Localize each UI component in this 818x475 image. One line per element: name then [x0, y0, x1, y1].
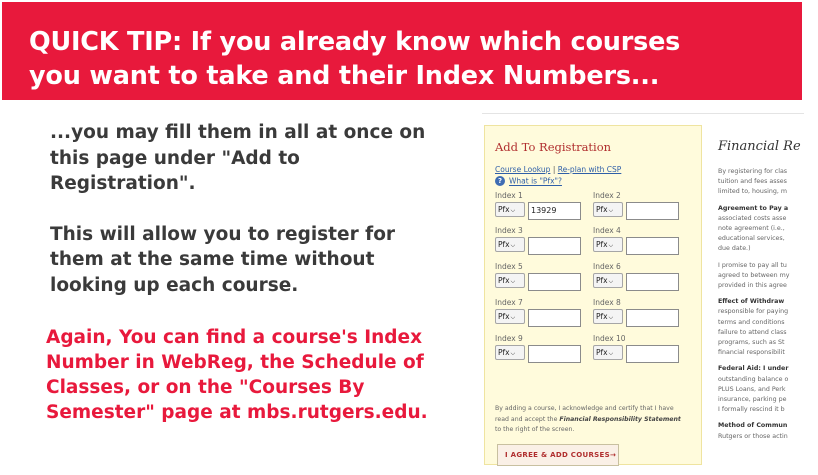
- tip-paragraph-3-line: Classes, or on the "Courses By: [46, 377, 365, 398]
- tip-paragraph-3-line: Again, You can find a course's Index: [46, 327, 423, 348]
- tip-text-column: [46, 120, 456, 425]
- tip-paragraph-1: [50, 120, 456, 197]
- financial-text-line: responsible for paying: [718, 308, 789, 316]
- pfx-select[interactable]: [593, 309, 623, 324]
- chevron-down-icon: ⌵: [510, 207, 516, 214]
- pfx-help-row: [495, 176, 562, 186]
- index-label: Index 1: [495, 191, 523, 200]
- tip-paragraph-1-line: this page under "Add to: [50, 147, 300, 169]
- tip-paragraph-1-line: Registration".: [50, 173, 196, 194]
- index-label: Index 3: [495, 226, 523, 235]
- financial-text-line: limited to, housing, m: [718, 188, 788, 196]
- financial-responsibility-statement-ref: Financial Responsibility Statement: [559, 415, 681, 423]
- financial-text-line: Effect of Withdraw: [718, 298, 785, 306]
- financial-text-line: failure to attend class: [718, 328, 787, 336]
- pfx-select-value: Pfx: [596, 312, 608, 321]
- pfx-select[interactable]: [495, 273, 525, 288]
- what-is-pfx-link[interactable]: What is "Pfx"?: [509, 176, 562, 186]
- tip-paragraph-3: [46, 325, 456, 425]
- tip-paragraph-3-line: Number in WebReg, the Schedule of: [46, 352, 424, 373]
- banner-heading-line-1: QUICK TIP: If you already know which courses: [29, 27, 681, 57]
- help-icon[interactable]: ?: [495, 176, 505, 186]
- financial-text-line: tuition and fees asses: [718, 178, 787, 186]
- pfx-select-value: Pfx: [498, 240, 510, 249]
- add-to-registration-title: Add To Registration: [495, 140, 612, 154]
- financial-text-line: educational services,: [718, 235, 785, 243]
- certification-line: to the right of the screen.: [495, 426, 575, 433]
- financial-text-line: provided in this agree: [718, 282, 787, 289]
- replan-csp-link[interactable]: Re-plan with CSP: [557, 165, 622, 174]
- banner-heading-line-2: you want to take and their Index Numbers...: [29, 61, 660, 91]
- financial-text-line: due date.): [718, 245, 751, 253]
- index-label: Index 2: [593, 191, 621, 200]
- chevron-down-icon: ⌵: [608, 314, 614, 321]
- chevron-down-icon: ⌵: [608, 242, 614, 249]
- chevron-down-icon: ⌵: [510, 314, 516, 321]
- index-input[interactable]: [626, 309, 679, 327]
- index-input[interactable]: [528, 309, 581, 327]
- financial-text-line: Federal Aid: I under: [718, 365, 789, 373]
- pfx-select-value: Pfx: [596, 276, 608, 285]
- financial-text-line: insurance, parking pe: [718, 396, 787, 403]
- link-separator: |: [552, 165, 556, 174]
- webreg-screenshot: [482, 113, 804, 459]
- chevron-down-icon: ⌵: [608, 207, 614, 214]
- tip-paragraph-1-line: ...you may fill them in all at once on: [50, 122, 426, 143]
- pfx-select[interactable]: [593, 345, 623, 360]
- financial-text-line: terms and conditions: [718, 318, 785, 326]
- pfx-select[interactable]: [593, 273, 623, 288]
- financial-responsibility-title: Financial Re: [718, 139, 801, 154]
- index-field-4: [593, 226, 683, 256]
- financial-text-line: programs, such as St: [718, 339, 785, 346]
- index-field-3: [495, 226, 585, 256]
- tip-banner: [2, 2, 802, 100]
- index-input[interactable]: [528, 345, 581, 363]
- add-to-registration-panel: [484, 125, 702, 465]
- pfx-select-value: Pfx: [498, 276, 510, 285]
- certification-line: By adding a course, I acknowledge and certify that I have: [495, 405, 674, 412]
- financial-text-line: associated costs asse: [718, 214, 787, 222]
- chevron-down-icon: ⌵: [510, 242, 516, 249]
- tip-paragraph-2: [50, 222, 456, 299]
- index-label: Index 8: [593, 298, 621, 307]
- pfx-select-value: Pfx: [596, 348, 608, 357]
- chevron-down-icon: ⌵: [510, 278, 516, 285]
- registration-links: [495, 165, 621, 174]
- financial-text-line: agreed to between my: [718, 271, 790, 279]
- index-label: Index 6: [593, 262, 621, 271]
- financial-text-line: outstanding balance o: [718, 375, 789, 383]
- index-field-8: [593, 298, 683, 328]
- financial-text-line: Rutgers or those actin: [718, 432, 788, 440]
- pfx-select[interactable]: [495, 309, 525, 324]
- financial-text-line: I formally rescind it b: [718, 406, 785, 414]
- pfx-select-value: Pfx: [498, 348, 510, 357]
- index-label: Index 9: [495, 334, 523, 343]
- index-field-9: [495, 334, 585, 364]
- certification-line: [495, 415, 695, 426]
- pfx-select[interactable]: [495, 202, 525, 217]
- pfx-select-value: Pfx: [498, 205, 510, 214]
- index-input[interactable]: [626, 345, 679, 363]
- financial-text-line: PLUS Loans, and Perk: [718, 385, 786, 393]
- financial-text-line: note agreement (i.e.,: [718, 225, 785, 232]
- index-field-1: [495, 191, 585, 221]
- index-label: Index 5: [495, 262, 523, 271]
- pfx-select[interactable]: [495, 345, 525, 360]
- index-field-10: [593, 334, 683, 364]
- index-input[interactable]: 13929: [528, 202, 581, 220]
- index-label: Index 7: [495, 298, 523, 307]
- index-field-5: [495, 262, 585, 292]
- index-field-2: [593, 191, 683, 221]
- index-input[interactable]: [528, 237, 581, 255]
- index-field-7: [495, 298, 585, 328]
- index-label: Index 10: [593, 334, 626, 343]
- index-input[interactable]: [626, 202, 679, 220]
- financial-text-line: Agreement to Pay a: [718, 204, 789, 212]
- index-input[interactable]: [626, 273, 679, 291]
- financial-text-line: financial responsibilit: [718, 349, 785, 357]
- index-field-6: [593, 262, 683, 292]
- course-lookup-link[interactable]: Course Lookup: [495, 165, 551, 174]
- pfx-select-value: Pfx: [596, 240, 608, 249]
- chevron-down-icon: ⌵: [608, 278, 614, 285]
- pfx-select-value: Pfx: [498, 312, 510, 321]
- certification-text: [495, 404, 695, 436]
- pfx-select[interactable]: [495, 237, 525, 252]
- agree-add-courses-button[interactable]: I AGREE & ADD COURSES→: [497, 444, 619, 466]
- tip-paragraph-3-line: Semester" page at mbs.rutgers.edu.: [46, 402, 428, 423]
- financial-text-line: By registering for clas: [718, 168, 788, 175]
- chevron-down-icon: ⌵: [608, 350, 614, 357]
- index-input[interactable]: [626, 237, 679, 255]
- financial-text-line: Method of Commun: [718, 422, 788, 430]
- certification-line-text: read and accept the: [495, 415, 560, 423]
- tip-paragraph-2-line: This will allow you to register for: [50, 223, 396, 245]
- pfx-select-value: Pfx: [596, 205, 608, 214]
- financial-text-line: I promise to pay all tu: [718, 261, 787, 269]
- chevron-down-icon: ⌵: [510, 350, 516, 357]
- index-input[interactable]: [528, 273, 581, 291]
- tip-paragraph-2-line: looking up each course.: [50, 274, 299, 296]
- tip-paragraph-2-line: them at the same time without: [50, 249, 375, 270]
- pfx-select[interactable]: [593, 237, 623, 252]
- pfx-select[interactable]: [593, 202, 623, 217]
- index-label: Index 4: [593, 226, 621, 235]
